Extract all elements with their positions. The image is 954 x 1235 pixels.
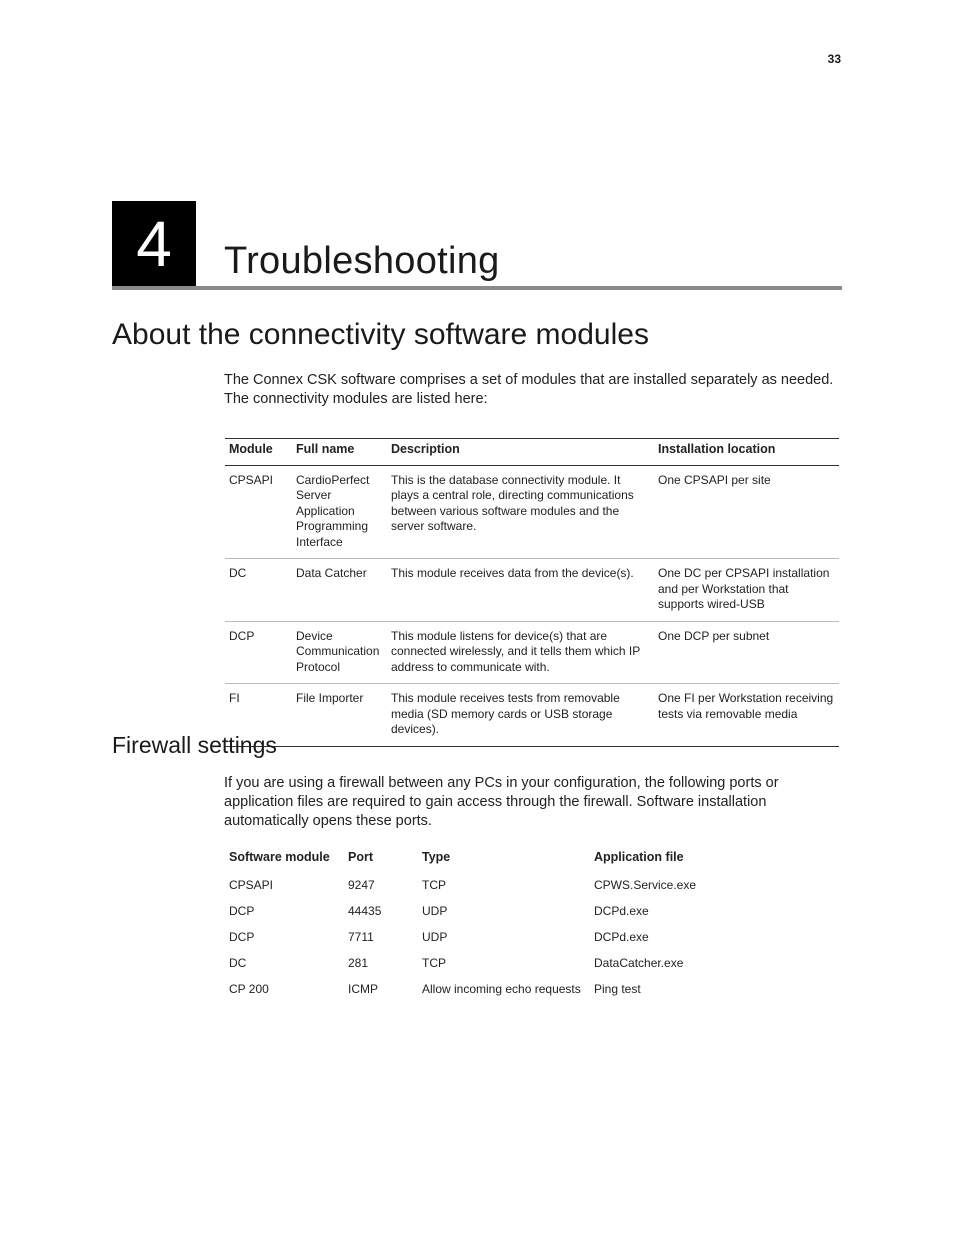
- ports-header-type: Type: [422, 850, 451, 864]
- full-name-cell: Data Catcher: [292, 559, 387, 622]
- application-file-cell: CPWS.Service.exe: [594, 877, 697, 892]
- table-row: [225, 950, 725, 976]
- type-cell: TCP: [422, 877, 446, 892]
- full-name-cell: File Importer: [292, 684, 387, 747]
- port-cell: ICMP: [348, 981, 378, 996]
- page-number: 33: [827, 52, 841, 66]
- description-cell: This module listens for device(s) that are connected wirelessly, and it tells them which IP address to communicate with.: [387, 621, 654, 684]
- module-cell: FI: [225, 684, 292, 747]
- table-row: [225, 872, 725, 898]
- installation-location-cell: One CPSAPI per site: [654, 465, 839, 559]
- module-cell: DC: [225, 559, 292, 622]
- firewall-intro-paragraph: If you are using a firewall between any PCs in your configuration, the following ports or application files are required to gain access through the firewall. Software installation automatically opens these ports.: [224, 775, 779, 829]
- table-row: [225, 684, 839, 747]
- port-cell: 281: [348, 955, 369, 970]
- type-cell: Allow incoming echo requests: [422, 981, 581, 996]
- software-module-cell: CP 200: [229, 981, 269, 996]
- ports-header-software-module: Software module: [229, 850, 330, 864]
- table-row: [225, 559, 839, 622]
- software-module-cell: DCP: [229, 903, 255, 918]
- section-intro-paragraph: The Connex CSK software comprises a set of modules that are installed separately as needed. The connectivity modules are listed here:: [224, 372, 834, 407]
- type-cell: UDP: [422, 929, 448, 944]
- application-file-cell: DCPd.exe: [594, 903, 649, 918]
- installation-location-cell: One DC per CPSAPI installation and per Workstation that supports wired-USB: [654, 559, 839, 622]
- ports-header-application-file: Application file: [594, 850, 684, 864]
- port-cell: 9247: [348, 877, 375, 892]
- table-row: [225, 898, 725, 924]
- section-title: About the connectivity software modules: [112, 318, 649, 351]
- type-cell: UDP: [422, 903, 448, 918]
- chapter-number-box: 4: [112, 201, 196, 287]
- software-module-cell: CPSAPI: [229, 877, 274, 892]
- table-row: [225, 621, 839, 684]
- modules-table-header-row: [225, 439, 839, 466]
- full-name-cell: Device Communication Protocol: [292, 621, 387, 684]
- description-cell: This module receives data from the device(s).: [387, 559, 654, 622]
- table-row: [225, 976, 725, 1002]
- installation-location-cell: One FI per Workstation receiving tests via removable media: [654, 684, 839, 747]
- full-name-cell: CardioPerfect Server Application Programming Interface: [292, 465, 387, 559]
- description-cell: This module receives tests from removable media (SD memory cards or USB storage devices).: [387, 684, 654, 747]
- table-row: [225, 924, 725, 950]
- module-cell: CPSAPI: [225, 465, 292, 559]
- module-cell: DCP: [225, 621, 292, 684]
- application-file-cell: DataCatcher.exe: [594, 955, 684, 970]
- modules-table: [225, 438, 839, 747]
- port-cell: 44435: [348, 903, 382, 918]
- application-file-cell: Ping test: [594, 981, 641, 996]
- table-row: [225, 465, 839, 559]
- modules-header-full-name: Full name: [292, 439, 387, 466]
- chapter-title-rule: [112, 286, 842, 290]
- modules-header-description: Description: [387, 439, 654, 466]
- software-module-cell: DC: [229, 955, 247, 970]
- modules-header-installation-location: Installation location: [654, 439, 839, 466]
- ports-header-port: Port: [348, 850, 373, 864]
- chapter-title: Troubleshooting: [224, 240, 500, 282]
- application-file-cell: DCPd.exe: [594, 929, 649, 944]
- modules-header-module: Module: [225, 439, 292, 466]
- installation-location-cell: One DCP per subnet: [654, 621, 839, 684]
- software-module-cell: DCP: [229, 929, 255, 944]
- ports-table-header-row: [225, 846, 725, 872]
- port-cell: 7711: [348, 929, 374, 944]
- description-cell: This is the database connectivity module. It plays a central role, directing communications between various software modules and the server software.: [387, 465, 654, 559]
- firewall-settings-title: Firewall settings: [112, 732, 277, 758]
- type-cell: TCP: [422, 955, 446, 970]
- firewall-ports-table: [225, 846, 725, 1002]
